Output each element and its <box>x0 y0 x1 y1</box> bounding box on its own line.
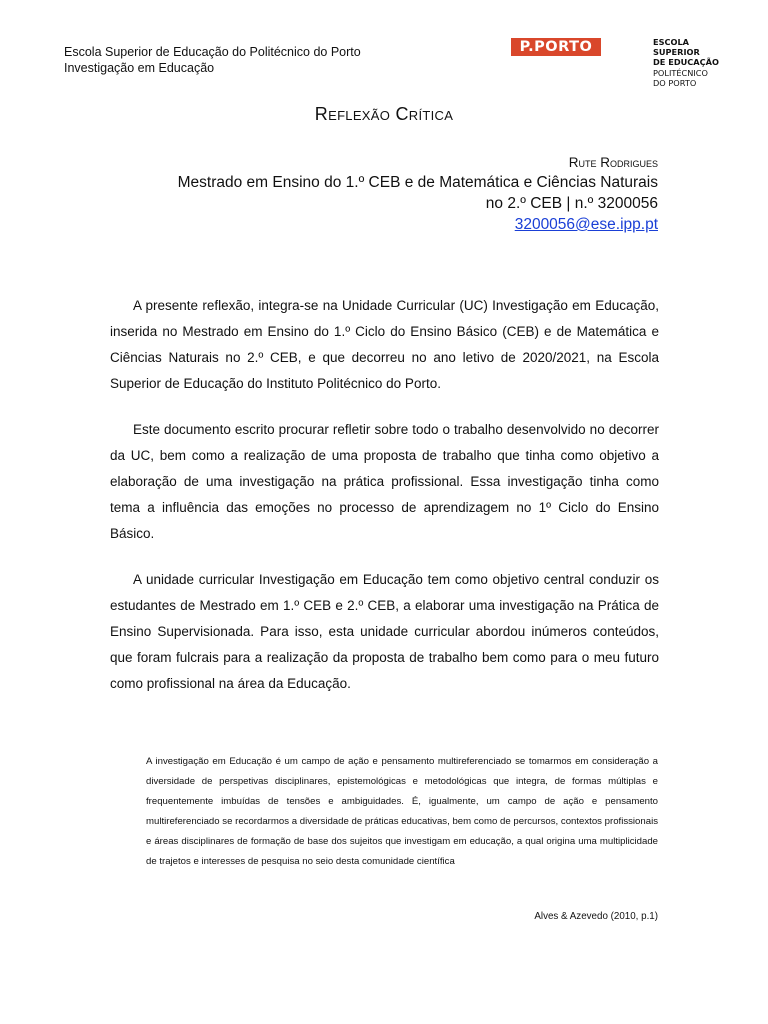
pporto-logo-text: P.PORTO <box>519 39 593 55</box>
ese-logo-line: POLITÉCNICO <box>653 67 708 78</box>
institution-name: Escola Superior de Educação do Politécnico do Porto <box>64 45 361 59</box>
pporto-logo <box>511 38 601 56</box>
ese-logo <box>653 37 719 88</box>
ese-logo-line: DE EDUCAÇÃO <box>653 57 719 68</box>
ese-logo-line: DO PORTO <box>653 77 697 88</box>
author-email-link[interactable]: 3200056@ese.ipp.pt <box>514 216 658 233</box>
body-paragraph: Este documento escrito procurar refletir sobre todo o trabalho desenvolvido no decorrer da UC, bem como a realização de uma proposta de trabalho que tinha como objetivo a elaboração de uma investigação na prática profissional. Essa investigação tinha como tema a influência das emoções no processo de aprendizagem no 1º Ciclo do Ensino Básico. <box>110 422 659 541</box>
author-block <box>178 154 658 235</box>
ese-logo-line: ESCOLA <box>653 37 690 47</box>
quote-citation: Alves & Azevedo (2010, p.1) <box>534 911 658 922</box>
body-paragraph: A presente reflexão, integra-se na Unidade Curricular (UC) Investigação em Educação, inserida no Mestrado em Ensino do 1.º Ciclo do Ensino Básico (CEB) e de Matemática e Ciências Naturais no 2.º CEB, e que decorreu no ano letivo de 2020/2021, na Escola Superior de Educação do Instituto Politécnico do Porto. <box>110 298 659 391</box>
page-header-institution <box>64 44 361 76</box>
course-unit-name: Investigação em Educação <box>64 61 215 75</box>
document-title: Reflexão Crítica <box>314 104 454 124</box>
author-name: Rute Rodrigues <box>568 155 658 170</box>
block-quote <box>146 752 658 872</box>
quote-text: A investigação em Educação é um campo de ação e pensamento multireferenciado se tomarmos em consideração a diversidade de perspetivas disciplinares, epistemológicas e metodológicas que integra, de formas múltiplas e frequentemente imbuídas de tensões e ambiguidades. É, igualmente, um campo de ação e pensamento multireferenciado se recordarmos a diversidade de práticas educativas, bem como de percursos, contextos profissionais e áreas disciplinares de formação de base dos sujeitos que investigam em educação, a qual origina uma multiplicidade de trajetos e interesses de pesquisa no seio desta comunidade científica <box>146 756 658 867</box>
body-paragraph: A unidade curricular Investigação em Educação tem como objetivo central conduzir os estudantes de Mestrado em 1.º CEB e 2.º CEB, a elaborar uma investigação na Prática de Ensino Supervisionada. Para isso, esta unidade curricular abordou inúmeros conteúdos, que foram fulcrais para a realização da proposta de trabalho bem como para o meu futuro como profissional na área da Educação. <box>110 572 659 691</box>
program-line-1: Mestrado em Ensino do 1.º CEB e de Matemática e Ciências Naturais <box>177 174 658 191</box>
program-line-2: no 2.º CEB | n.º 3200056 <box>485 195 658 212</box>
body-text <box>110 293 659 717</box>
ese-logo-line: SUPERIOR <box>653 47 700 58</box>
